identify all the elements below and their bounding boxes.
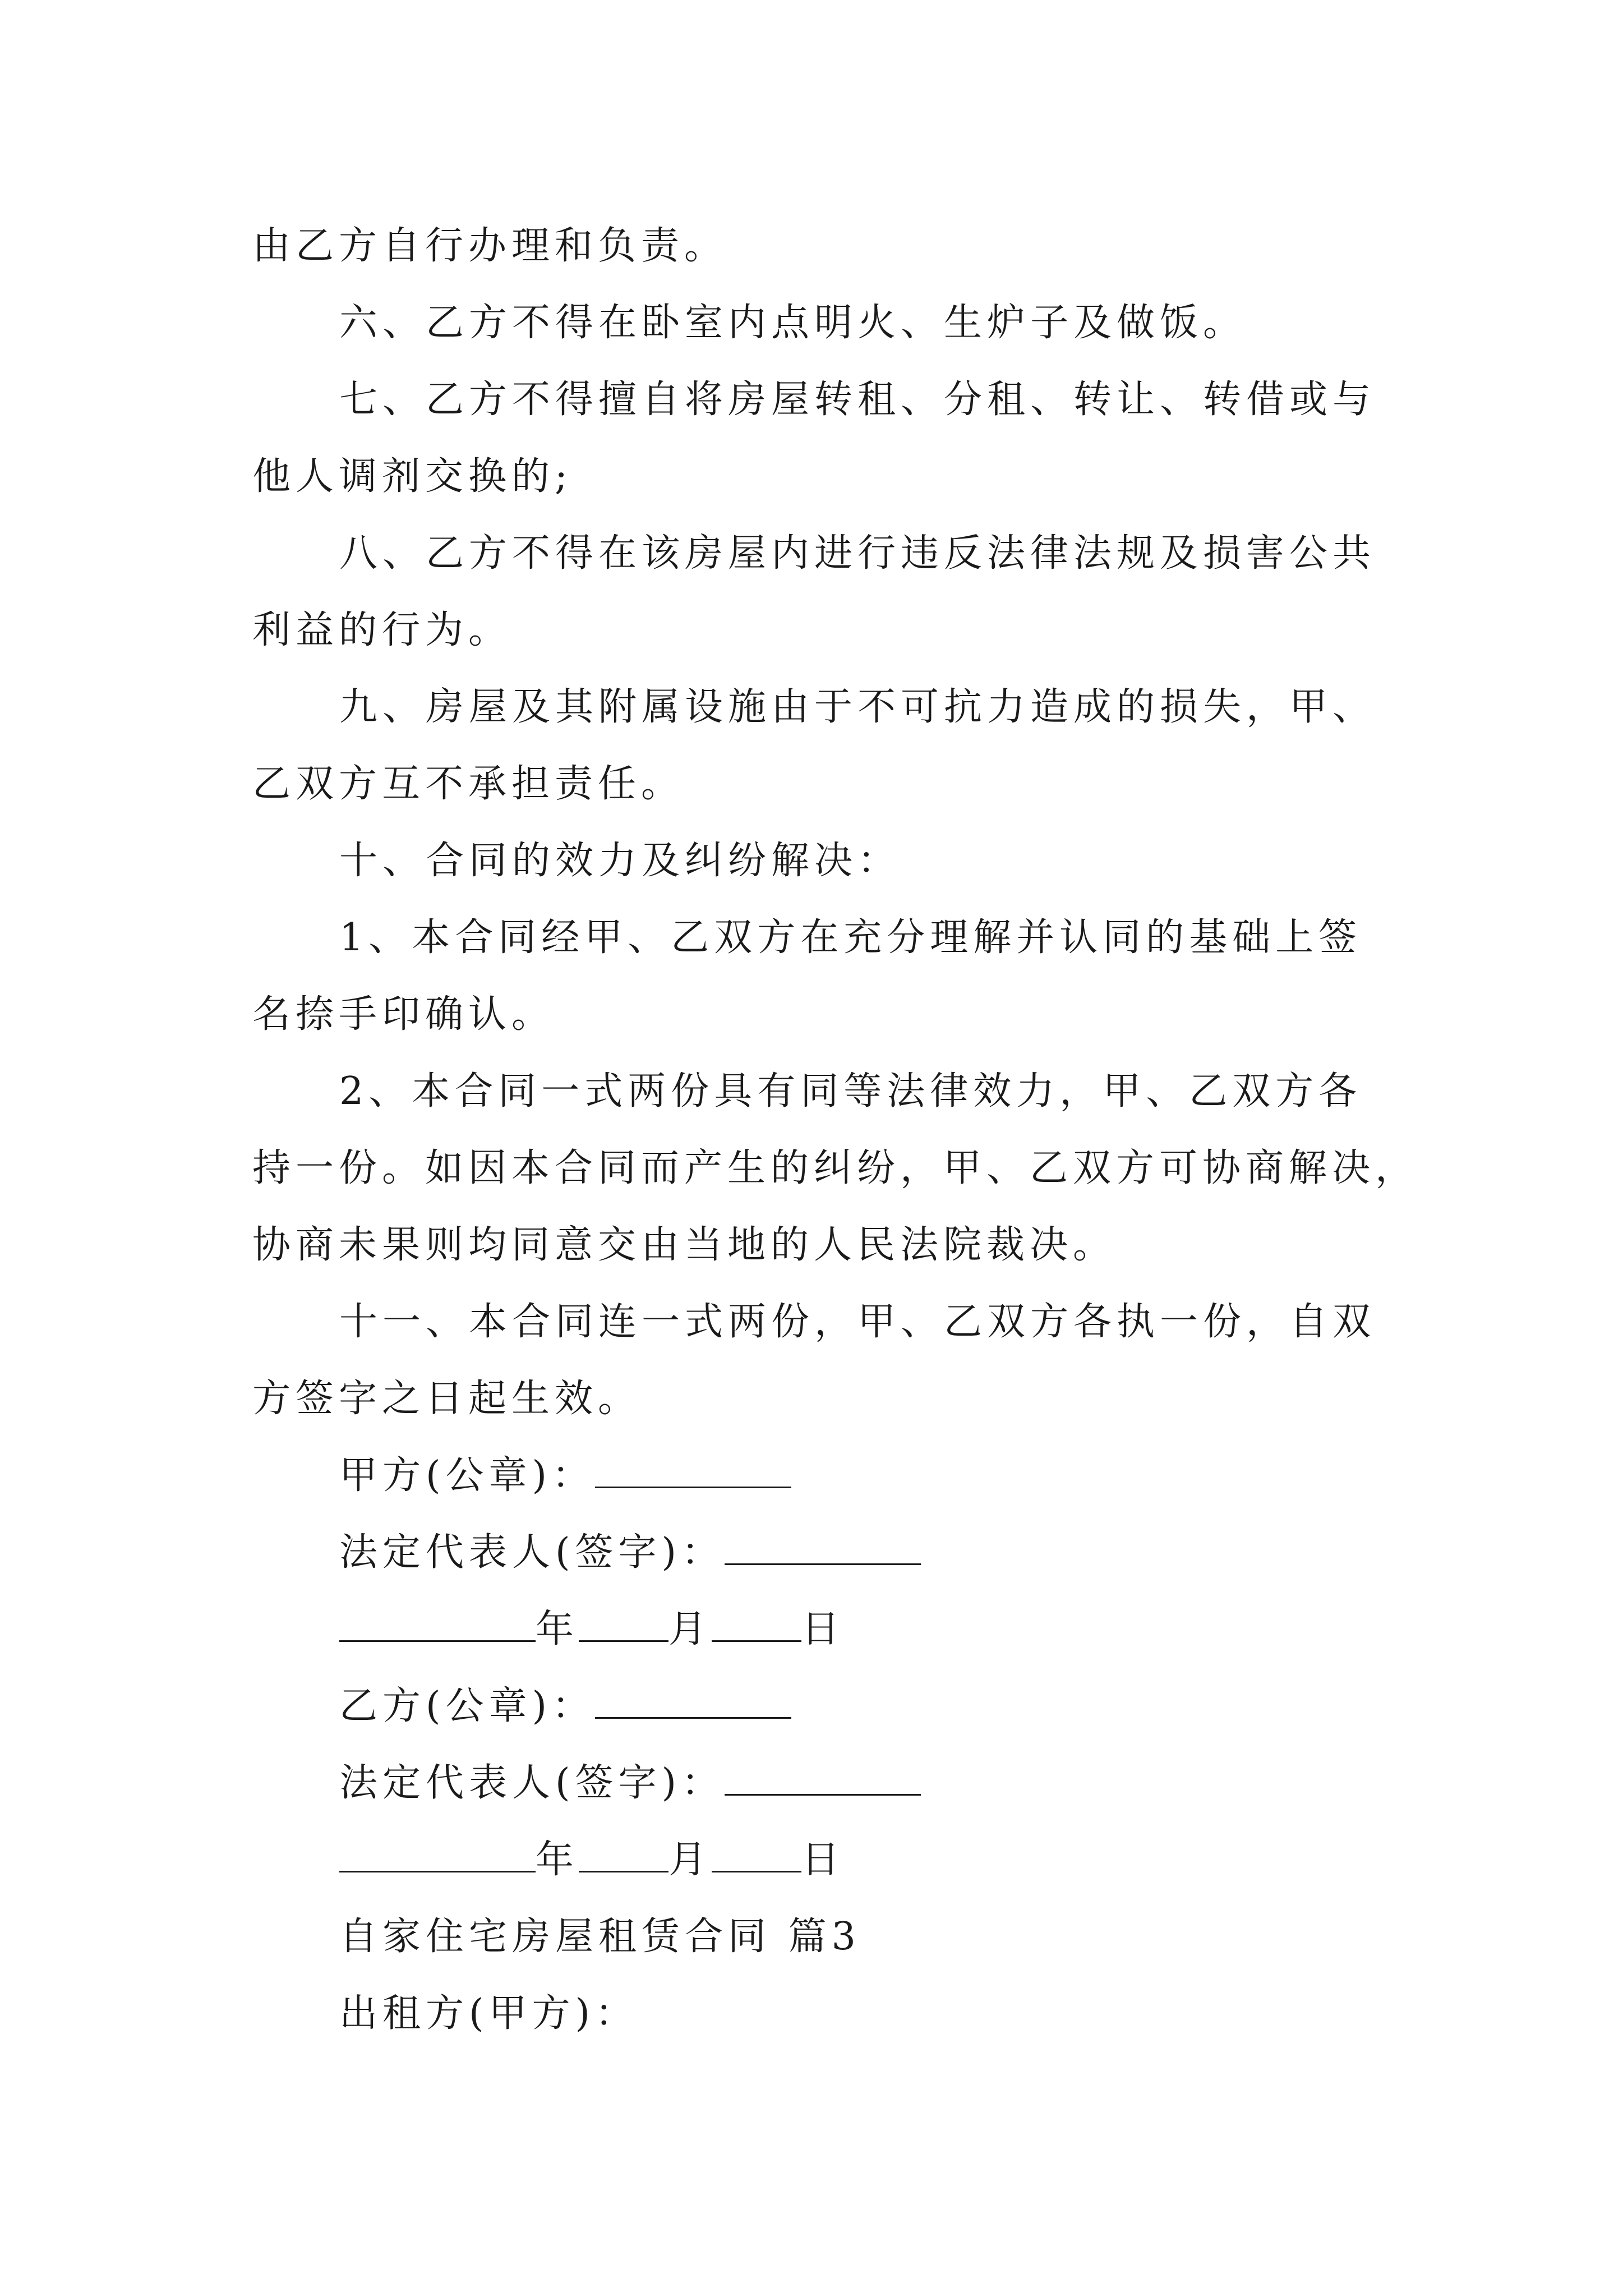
party-b-seal-blank	[595, 1682, 791, 1719]
party-a-seal-blank	[595, 1452, 791, 1488]
party-a-year-blank	[339, 1605, 536, 1642]
month-label: 月	[668, 1838, 712, 1882]
paragraph-line: 乙双方互不承担责任。	[252, 762, 685, 806]
lessor-label: 出租方(甲方)：	[339, 1991, 639, 2036]
document-body	[252, 208, 1419, 2052]
paragraph-line: 十、合同的效力及纠纷解决：	[339, 839, 901, 883]
paragraph-line: 名捺手印确认。	[252, 992, 555, 1037]
day-label: 日	[801, 1607, 845, 1651]
paragraph-line: 2、本合同一式两份具有同等法律效力，甲、乙双方各	[339, 1069, 1362, 1114]
paragraph-line: 六、乙方不得在卧室内点明火、生炉子及做饭。	[339, 301, 1247, 345]
party-a-month-blank	[579, 1605, 668, 1642]
paragraph-line: 九、房屋及其附属设施由于不可抗力造成的损失，甲、	[339, 685, 1376, 729]
year-label: 年	[536, 1838, 579, 1882]
party-b-seal-row	[252, 1668, 1391, 1745]
day-label: 日	[801, 1838, 845, 1882]
section-title: 自家住宅房屋租赁合同 篇3	[339, 1915, 861, 1959]
party-b-seal-label: 乙方(公章)：	[339, 1684, 596, 1728]
paragraph-line: 七、乙方不得擅自将房屋转租、分租、转让、转借或与	[339, 378, 1376, 422]
paragraph-line: 利益的行为。	[252, 608, 512, 652]
month-label: 月	[668, 1607, 712, 1651]
paragraph-line: 由乙方自行办理和负责。	[252, 224, 728, 268]
paragraph-line: 1、本合同经甲、乙双方在充分理解并认同的基础上签	[339, 915, 1362, 960]
party-a-rep-label: 法定代表人(签字)：	[339, 1530, 725, 1575]
paragraph-line: 十一、本合同连一式两份，甲、乙双方各执一份，自双	[339, 1300, 1376, 1344]
paragraph-line: 方签字之日起生效。	[252, 1377, 642, 1421]
party-b-date-row	[252, 1821, 1391, 1898]
party-b-rep-label: 法定代表人(签字)：	[339, 1761, 725, 1805]
party-b-month-blank	[579, 1836, 668, 1872]
paragraph-line: 协商未果则均同意交由当地的人民法院裁决。	[252, 1223, 1117, 1267]
party-a-seal-label: 甲方(公章)：	[339, 1453, 596, 1498]
paragraph-line: 他人调剂交换的;	[252, 454, 573, 499]
party-b-rep-blank	[725, 1759, 921, 1796]
party-b-year-blank	[339, 1836, 536, 1872]
party-b-rep-row	[252, 1745, 1391, 1821]
paragraph-line: 持一份。如因本合同而产生的纠纷，甲、乙双方可协商解决，	[252, 1146, 1419, 1190]
year-label: 年	[536, 1607, 579, 1651]
party-a-date-row	[252, 1591, 1391, 1668]
paragraph-line: 八、乙方不得在该房屋内进行违反法律法规及损害公共	[339, 531, 1376, 576]
party-a-day-blank	[712, 1605, 801, 1642]
party-a-rep-row	[252, 1514, 1391, 1591]
party-a-seal-row	[252, 1437, 1391, 1514]
party-a-rep-blank	[725, 1529, 921, 1565]
party-b-day-blank	[712, 1836, 801, 1872]
